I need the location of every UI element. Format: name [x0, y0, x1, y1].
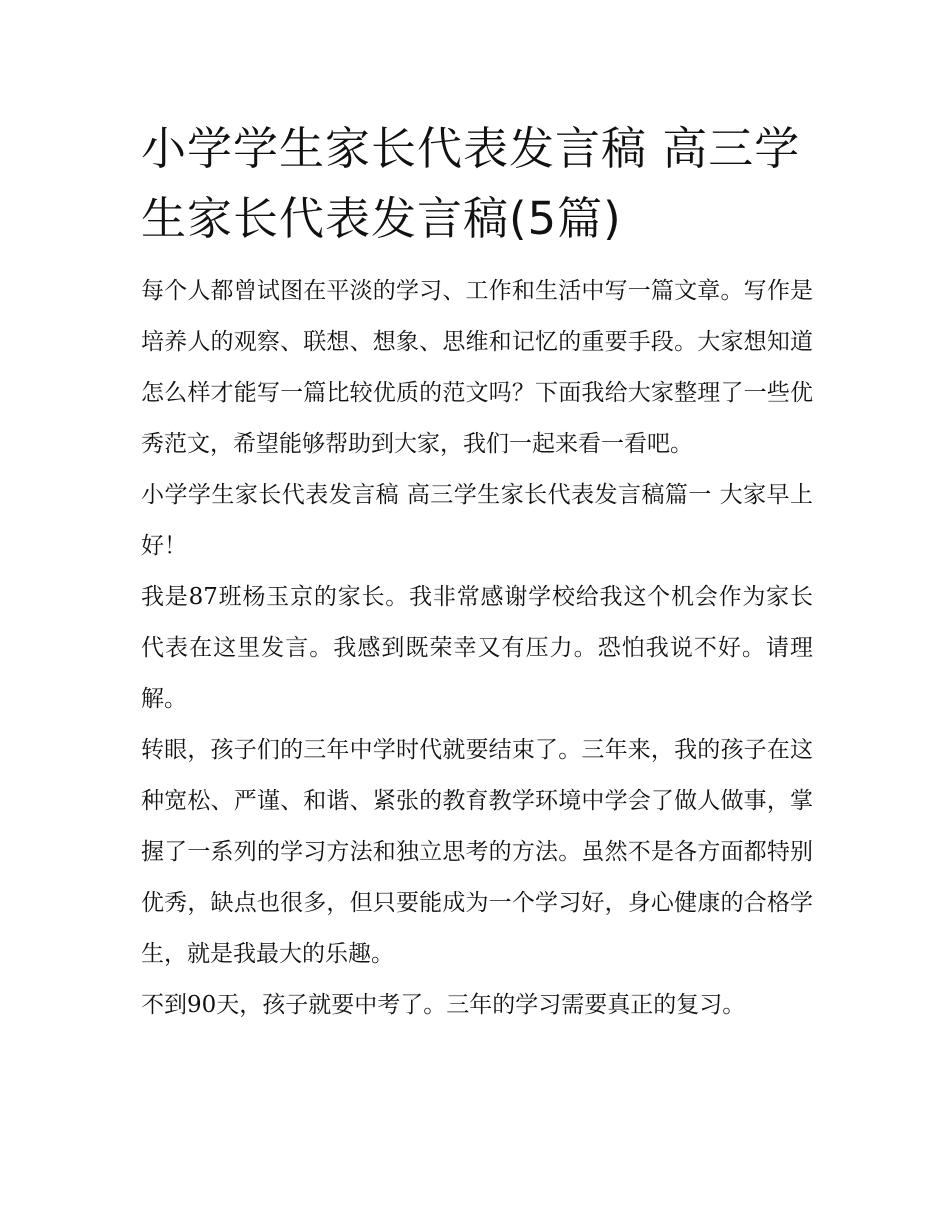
document-body: [141, 114, 813, 1031]
paragraph-greeting: 小学学生家长代表发言稿 高三学生家长代表发言稿篇一 大家早上好！: [141, 482, 813, 559]
paragraph-self-introduction: 我是87班杨玉京的家长。我非常感谢学校给我这个机会作为家长代表在这里发言。我感到既荣幸又有压力。恐怕我说不好。请理解。: [141, 584, 813, 712]
paragraph-exam-countdown: 不到90天，孩子就要中考了。三年的学习需要真正的复习。: [141, 992, 746, 1018]
document-title: 小学学生家长代表发言稿 高三学生家长代表发言稿(5篇): [141, 122, 801, 245]
paragraph-three-years: 转眼，孩子们的三年中学时代就要结束了。三年来，我的孩子在这种宽松、严谨、和谐、紧张的教育教学环境中学会了做人做事，掌握了一系列的学习方法和独立思考的方法。虽然不是各方面都特别优秀，缺点也很多，但只要能成为一个学习好，身心健康的合格学生，就是我最大的乐趣。: [141, 737, 813, 967]
paragraph-intro: 每个人都曾试图在平淡的学习、工作和生活中写一篇文章。写作是培养人的观察、联想、想象、思维和记忆的重要手段。大家想知道怎么样才能写一篇比较优质的范文吗？下面我给大家整理了一些优秀范文，希望能够帮助到大家，我们一起来看一看吧。: [141, 278, 813, 457]
